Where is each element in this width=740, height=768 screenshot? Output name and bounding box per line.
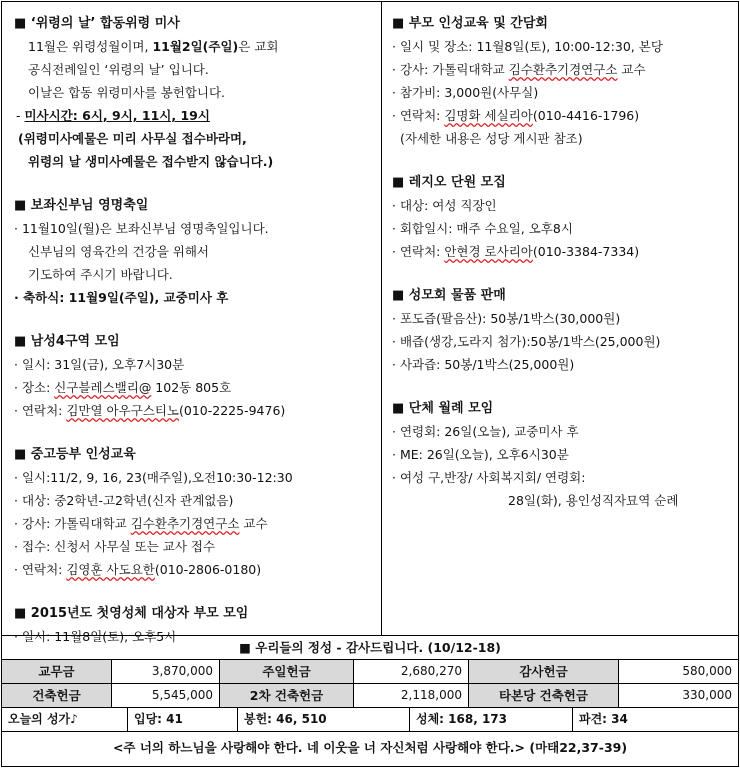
notice-line: · 사과즙: 50봉/1박스(25,000원) [392,357,575,372]
notice-line: (자세한 내용은 성당 게시판 참조) [400,131,583,146]
bible-verse: <주 너의 하느님을 사랑해야 한다. 네 이웃을 너 자신처럼 사랑해야 한다.> (마태22,37-39) [112,740,628,755]
section-title: ■ 보좌신부님 영명축일 [14,198,149,213]
offering-amount: 580,000 [682,664,732,678]
notice-line: · 일시: 31일(금), 오후7시30분 [14,357,185,372]
offering-amount: 5,545,000 [112,684,220,707]
right-column [382,2,738,635]
notice-line: · 축하식: 11월9일(주일), 교중미사 후 [14,290,229,305]
notice-line: · 대상: 여성 직장인 [392,198,497,213]
notice-line: · 여성 구,반장/ 사회복지회/ 연령회: [392,470,586,485]
notice-line: 이날은 합동 위령미사를 봉헌합니다. [28,85,226,100]
offering-amount: 2,118,000 [354,684,469,707]
offering-table [2,635,738,763]
notice-line: · 회합일시: 매주 수요일, 오후8시 [392,221,573,236]
offering-title-row [2,635,738,659]
notice-line: · 강사: 가톨릭대학교 김수환추기경연구소 교수 [392,62,646,77]
notice-line: · 일시: 11월8일(토), 오후5시 [14,629,177,644]
notice-line: 28일(화), 용인성직자묘역 순례 [508,493,679,508]
notice-mothers-sale [392,284,732,376]
notice-line: · 포도즙(팔음산): 50봉/1박스(30,000원) [392,311,621,326]
offering-amount: 330,000 [682,688,732,702]
notice-line: · 연령회: 26일(오늘), 교중미사 후 [392,424,579,439]
notice-group-meetings [392,397,732,512]
section-title: ■ 성모회 물품 판매 [392,288,506,303]
contact-line: · 연락처: 김명화 세실리아(010-4416-1796) [392,108,640,123]
notice-line: · 대상: 중2학년-고2학년(신자 관계없음) [14,493,234,508]
section-title: ■ 단체 월례 모임 [392,401,494,416]
offering-label: 건축헌금 [2,684,112,707]
notice-line: · 참가비: 3,000원(사무실) [392,85,539,100]
notice-line: 신부님의 영육간의 건강을 위해서 [28,244,209,259]
offering-amount: 3,870,000 [112,660,220,683]
contact-line: · 연락처: 김만열 아우구스티노(010-2225-9476) [14,403,286,418]
offering-amount: 2,680,270 [354,660,469,683]
notice-line: (위령미사예물은 미리 사무실 접수바라며, [18,131,247,146]
hymn-communion: 성체: 168, 173 [410,708,573,731]
hymn-stats-row [2,707,738,731]
notice-district4-meeting [14,330,375,422]
notice-line: · 배즙(생강,도라지 첨가):50봉/1박스(25,000원) [392,334,661,349]
notice-line: 공식전례일인 ‘위령의 날’ 입니다. [28,62,209,77]
offering-label: 주일헌금 [220,660,354,683]
offering-label: 감사헌금 [469,660,619,683]
notice-youth-education [14,443,375,581]
offering-row [2,659,738,683]
section-title: ■ 2015년도 첫영성체 대상자 부모 모임 [14,606,249,621]
hymn-entrance: 입당: 41 [128,708,238,731]
hymn-offertory: 봉헌: 46, 510 [238,708,410,731]
contact-line: · 연락처: 김영훈 사도요한(010-2806-0180) [14,562,262,577]
offering-row [2,683,738,707]
offering-label: 2차 건축헌금 [220,684,354,707]
notice-line: · 장소: 신구블레스밸리@ 102동 805호 [14,380,232,395]
notice-line: · 일시 및 장소: 11월8일(토), 10:00-12:30, 본당 [392,39,663,54]
notice-all-souls-mass [14,12,375,173]
hymn-heading: 오늘의 성가♪ [2,708,128,731]
notice-line: 기도하여 주시기 바랍니다. [28,267,173,282]
contact-line: · 연락처: 안현경 로사리아(010-3384-7334) [392,244,640,259]
offering-title: ■ 우리들의 정성 - 감사드립니다. (10/12-18) [239,640,501,655]
notice-line: · 강사: 가톨릭대학교 김수환추기경연구소 교수 [14,516,268,531]
section-title: ■ 중고등부 인성교육 [14,447,136,462]
notice-line: 11월은 위령성월이며, 11월2일(주일)은 교회 [28,39,279,54]
notice-line: · 11월10일(월)은 보좌신부님 영명축일입니다. [14,221,269,236]
notice-line: · 접수: 신청서 사무실 또는 교사 접수 [14,539,216,554]
notice-assistant-priest-feast [14,194,375,309]
hymn-recessional: 파견: 34 [579,712,628,726]
section-title: ■ 레지오 단원 모집 [392,175,506,190]
offering-label: 타본당 건축헌금 [469,684,619,707]
section-title: ■ ‘위령의 날’ 합동위령 미사 [14,16,180,31]
notice-parent-education [392,12,732,150]
notice-line: · ME: 26일(오늘), 오후6시30분 [392,447,569,462]
notice-line: 위령의 날 생미사예물은 접수받지 않습니다.) [28,154,274,169]
section-title: ■ 부모 인성교육 및 간담회 [392,16,548,31]
notice-legio-recruit [392,171,732,263]
offering-label: 교무금 [2,660,112,683]
bulletin-page [1,1,739,767]
section-title: ■ 남성4구역 모임 [14,334,120,349]
bible-verse-row [2,731,738,763]
notice-line: · 일시:11/2, 9, 16, 23(매주일),오전10:30-12:30 [14,470,293,485]
mass-times: - 미사시간: 6시, 9시, 11시, 19시 [16,108,210,123]
left-column [2,2,382,644]
